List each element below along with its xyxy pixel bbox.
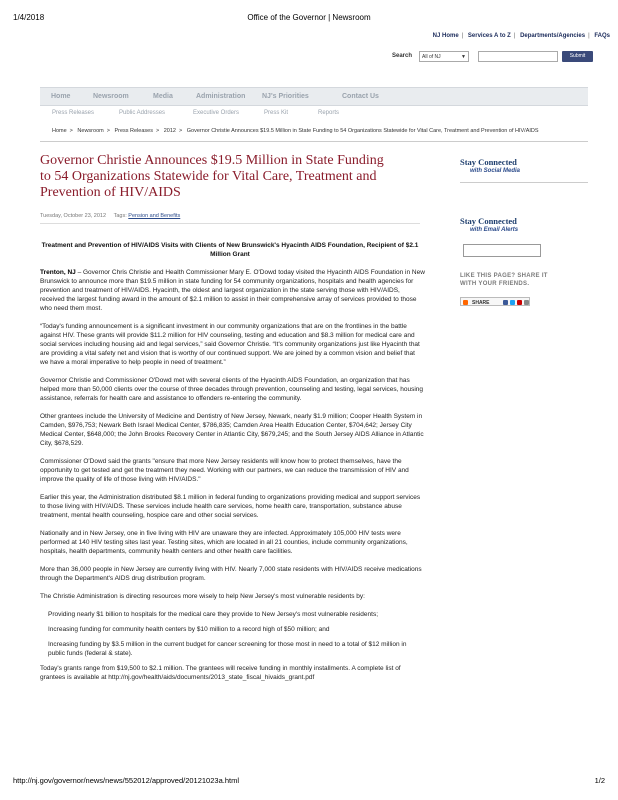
divider bbox=[40, 141, 588, 142]
dateline: Trenton, NJ bbox=[40, 269, 76, 276]
chevron-down-icon: ▼ bbox=[461, 54, 466, 60]
more-icon bbox=[524, 300, 529, 305]
util-link-departments[interactable]: Departments/Agencies bbox=[520, 33, 586, 39]
article-date: Tuesday, October 23, 2012 bbox=[40, 213, 107, 219]
meta-divider bbox=[40, 223, 420, 224]
twitter-icon bbox=[510, 300, 515, 305]
email-input[interactable] bbox=[463, 244, 541, 257]
share-label: SHARE bbox=[472, 299, 490, 306]
social-link[interactable]: with Social Media bbox=[470, 168, 521, 174]
breadcrumb: Home > Newsroom > Press Releases > 2012 > Governor Christie Announces $19.5 Million in State Funding to 54 Organizations Statewide for Vital Care, Treatment and Prevention of HIV/AIDS bbox=[52, 128, 539, 134]
article-headline: Governor Christie Announces $19.5 Million in State Funding to 54 Organizations Statewide for Vital Care, Treatment and Prevention of HIV/AIDS bbox=[40, 153, 384, 200]
nav-administration[interactable]: Administration bbox=[196, 93, 246, 100]
breadcrumb-current: Governor Christie Announces $19.5 Million in State Funding to 54 Organizations Statewide for Vital Care, Treatment and Prevention of HIV/AIDS bbox=[186, 128, 539, 134]
nav-contact[interactable]: Contact Us bbox=[342, 93, 379, 100]
search-submit-button[interactable]: Submit bbox=[562, 51, 593, 62]
paragraph: Earlier this year, the Administration distributed $8.1 million in federal funding to organizations providing medical and support services to those living with HIV/AIDS. These services include health care services, home health care, transportation, substance abuse treatment, mental health counseling, hospice care and other social services. bbox=[40, 494, 421, 519]
search-input[interactable] bbox=[478, 51, 558, 62]
breadcrumb-newsroom[interactable]: Newsroom bbox=[77, 128, 104, 134]
main-nav bbox=[40, 87, 588, 106]
search-label: Search bbox=[392, 53, 413, 59]
tag-link[interactable]: Pension and Benefits bbox=[128, 213, 181, 219]
paragraph: Commissioner O'Dowd said the grants "ensure that more New Jersey residents will know how to protect themselves, have the opportunity to get tested and get the treatment they need. Working with our partners, we can reduce the transmission of HIV and improve the quality of life of those living with HIV/AIDS." bbox=[40, 458, 409, 483]
share-prompt: LIKE THIS PAGE? SHARE IT WITH YOUR FRIENDS. bbox=[460, 273, 548, 287]
search-bar bbox=[392, 51, 612, 63]
breadcrumb-home[interactable]: Home bbox=[52, 128, 67, 134]
facebook-icon bbox=[503, 300, 508, 305]
print-date: 1/4/2018 bbox=[13, 13, 45, 22]
email-icon bbox=[517, 300, 522, 305]
paragraph: Today's grants range from $19,500 to $2.1 million. The grantees will receive funding in monthly installments. A complete list of grantees is available at http://nj.gov/health/aids/documents/2013_state_fiscal_hivaids_grant.pdf bbox=[40, 665, 401, 681]
paragraph: More than 36,000 people in New Jersey are currently living with HIV. Nearly 7,000 state residents with HIV/AIDS receive medications through the Department's AIDS drug distribution program. bbox=[40, 566, 422, 582]
print-footer bbox=[13, 776, 605, 788]
list-item: Increasing funding by $3.5 million in the current budget for cancer screening for those most in need to a total of $12 million in public funds (federal & state). bbox=[48, 641, 407, 657]
util-link-faqs[interactable]: FAQs bbox=[594, 33, 610, 39]
paragraph: Governor Christie and Commissioner O'Dowd met with several clients of the Hyacinth AIDS Foundation, an organization that has helped more than 50,000 clients over the course of three decades through prevention, counseling and testing, legal services, housing assistance, referrals for health care and assistance to offenders re-entering the community. bbox=[40, 377, 424, 402]
print-header bbox=[13, 13, 605, 25]
list-item: Increasing funding for community health centers by $10 million to a record high of $50 million; and bbox=[48, 626, 330, 633]
util-link-nj-home[interactable]: NJ Home bbox=[432, 33, 459, 39]
util-link-services[interactable]: Services A to Z bbox=[467, 33, 511, 39]
subnav-public-addresses[interactable]: Public Addresses bbox=[119, 110, 166, 116]
share-button[interactable] bbox=[460, 297, 530, 306]
nav-newsroom[interactable]: Newsroom bbox=[93, 93, 129, 100]
utility-nav: NJ Home | Services A to Z | Departments/Agencies | FAQs bbox=[432, 33, 610, 39]
subnav-reports[interactable]: Reports bbox=[318, 110, 340, 116]
paragraph: Other grantees include the University of Medicine and Dentistry of New Jersey, Newark, nearly $1.9 million; Cooper Health System in Camden, $976,753; Newark Beth Israel Medical Center, $786,835; Camden Area Health Education Center, $704,642; Jersey City Medical Center, $648,000; the John Brooks Recovery Center in Atlantic City, $679,245; and the South Jersey AIDS Alliance in Atlantic City, $678,529. bbox=[40, 413, 424, 447]
paragraph: The Christie Administration is directing resources more wisely to help New Jersey's most vulnerable residents by: bbox=[40, 593, 365, 600]
list-item: Providing nearly $1 billion to hospitals for the medical care they provide to New Jersey's most vulnerable residents; bbox=[48, 611, 379, 618]
nav-priorities[interactable]: NJ's Priorities bbox=[262, 93, 309, 100]
email-link[interactable]: with Email Alerts bbox=[470, 227, 519, 233]
print-url: http://nj.gov/governor/news/news/552012/approved/20121023a.html bbox=[13, 776, 239, 785]
breadcrumb-press-releases[interactable]: Press Releases bbox=[114, 128, 153, 134]
nav-home[interactable]: Home bbox=[51, 93, 71, 100]
email-title: Stay Connected bbox=[460, 216, 517, 226]
social-media-block bbox=[460, 157, 590, 174]
nav-media[interactable]: Media bbox=[153, 93, 173, 100]
tags-label: Tags: bbox=[113, 213, 127, 219]
breadcrumb-year[interactable]: 2012 bbox=[163, 128, 176, 134]
subnav-press-releases[interactable]: Press Releases bbox=[52, 110, 95, 116]
article-subheadline: Treatment and Prevention of HIV/AIDS Visits with Clients of New Brunswick's Hyacinth AIDS Foundation, Recipient of $2.1 Million Grant bbox=[41, 242, 419, 258]
article-body bbox=[40, 268, 425, 691]
email-alerts-block bbox=[460, 216, 590, 233]
search-scope-value: All of NJ bbox=[422, 54, 441, 60]
paragraph: Trenton, NJ – Governor Chris Christie and Health Commissioner Mary E. O'Dowd today visited the Hyacinth AIDS Foundation in New Brunswick to announce more than $19.5 million in state funding for 54 community organizations, hospitals and health agencies for prevention and treatment of HIV/AIDS. Hyacinth, the oldest and largest organization in the state serving those with HIV/AIDS, received the largest funding award in the amount of $2.1 million to assist in their comprehensive array of services provided to those who need them most. bbox=[40, 269, 425, 312]
share-icon bbox=[463, 300, 468, 305]
print-title: Office of the Governor | Newsroom bbox=[247, 13, 371, 22]
article-meta bbox=[40, 213, 180, 219]
social-title: Stay Connected bbox=[460, 157, 517, 167]
paragraph: “Today's funding announcement is a significant investment in our community organizations that are on the frontlines in the battle against HIV. These grants will provide $11.2 million for HIV counseling, testing and education and $8.3 million for medical care and social services including housing aid and legal services,” said Governor Christie. “It's community organizations just like Hyacinth that are providing a vital safety net and vision that is worthy of our continued support. We are joined by a common vision and belief that we have a moral imperative to help people in need of treatment.” bbox=[40, 323, 420, 366]
subnav-press-kit[interactable]: Press Kit bbox=[264, 110, 289, 116]
subnav-executive-orders[interactable]: Executive Orders bbox=[193, 110, 240, 116]
sidebar-divider bbox=[460, 182, 588, 183]
page-number: 1/2 bbox=[594, 776, 605, 785]
search-scope-select[interactable] bbox=[419, 51, 469, 62]
paragraph: Nationally and in New Jersey, one in five living with HIV are unaware they are infected. Approximately 105,000 HIV tests were performed at 140 HIV testing sites last year. Testing sites, which are located in all 21 counties, include community organizations, hospitals, health departments, community health centers and other health care facilities. bbox=[40, 530, 408, 555]
